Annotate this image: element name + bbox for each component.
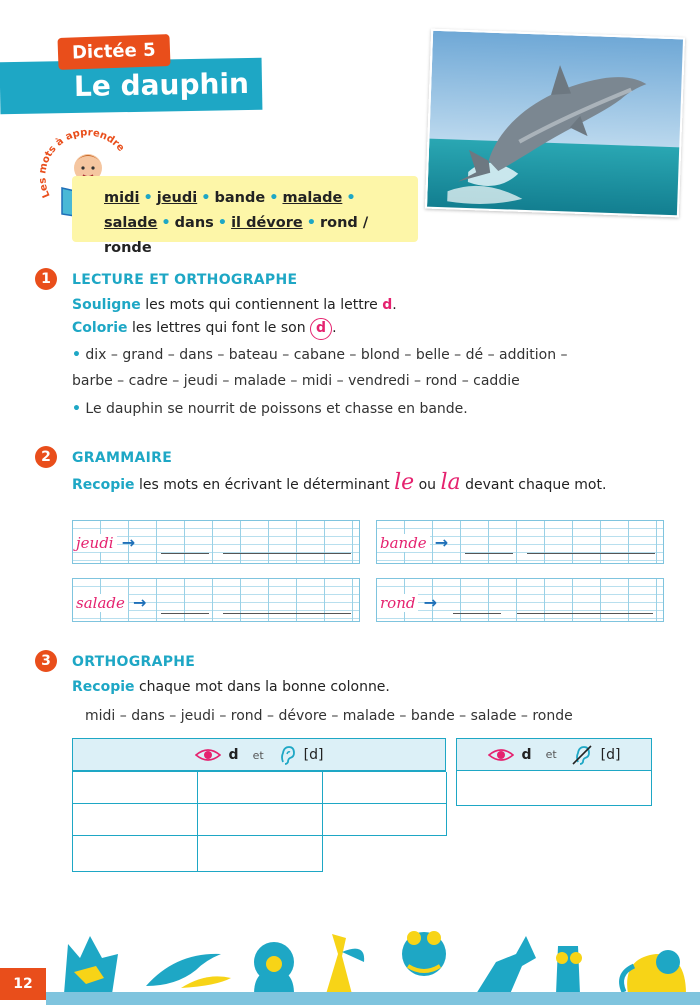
word: dans [174,215,214,231]
copy-box[interactable]: rond → [376,578,664,622]
instruction: Colorie les lettres qui font le son d . [72,318,337,340]
arrow-icon: → [423,593,437,612]
section-title: LECTURE ET ORTHOGRAPHE [72,272,298,288]
dolphin-photo [425,29,685,218]
sound-d-icon: d [310,318,332,340]
crossed-ear-icon [571,745,593,765]
section-number: 1 [35,268,57,290]
sort-table-2[interactable]: d et [d] [456,738,652,806]
copy-box[interactable]: jeudi → [72,520,360,564]
animal-border [46,914,700,994]
arrow-icon: → [434,533,449,552]
instruction: Recopie chaque mot dans la bonne colonne. [72,679,390,695]
section-number: 2 [35,446,57,468]
word: il dévore [231,215,303,231]
section-title: GRAMMAIRE [72,450,173,466]
lesson-title: Le dauphin [0,58,262,115]
dictee-tag: Dictée 5 [57,34,170,70]
sort-table-body[interactable] [72,836,322,872]
word: malade [282,190,343,206]
sort-table-header: d et [d] [72,738,446,772]
sentence: • Le dauphin se nourrit de poissons et chasse en bande. [72,401,468,417]
ear-icon [278,745,296,765]
word: jeudi [156,190,198,206]
word-list: midi – dans – jeudi – rond – dévore – malade – bande – salade – ronde [85,708,573,724]
section-title: ORTHOGRAPHE [72,654,196,670]
instruction: Souligne les mots qui contiennent la lettre d. [72,297,397,313]
word-list: • dix – grand – dans – bateau – cabane – blond – belle – dé – addition – barbe – cadre – jeudi – malade – midi – vendredi – rond – caddie [72,347,568,389]
arrow-icon: → [121,533,136,552]
words-to-learn: midi • jeudi • bande • malade • salade • dans • il dévore • rond / ronde [72,176,418,242]
copy-box[interactable]: bande → [376,520,664,564]
word: midi [104,190,140,206]
sort-table-body[interactable] [72,772,446,836]
instruction: Recopie les mots en écrivant le déterminant le ou la devant chaque mot. [72,470,607,495]
section-number: 3 [35,650,57,672]
eye-icon [195,747,221,763]
footer-band [46,992,700,1005]
word: salade [104,215,158,231]
word: rond / ronde [104,215,369,256]
page-number: 12 [0,968,46,1000]
arrow-icon: → [132,593,147,612]
word: bande [214,190,266,206]
words-label: Les mots à apprendre [38,127,127,200]
copy-box[interactable]: salade → [72,578,360,622]
eye-icon [488,747,514,763]
